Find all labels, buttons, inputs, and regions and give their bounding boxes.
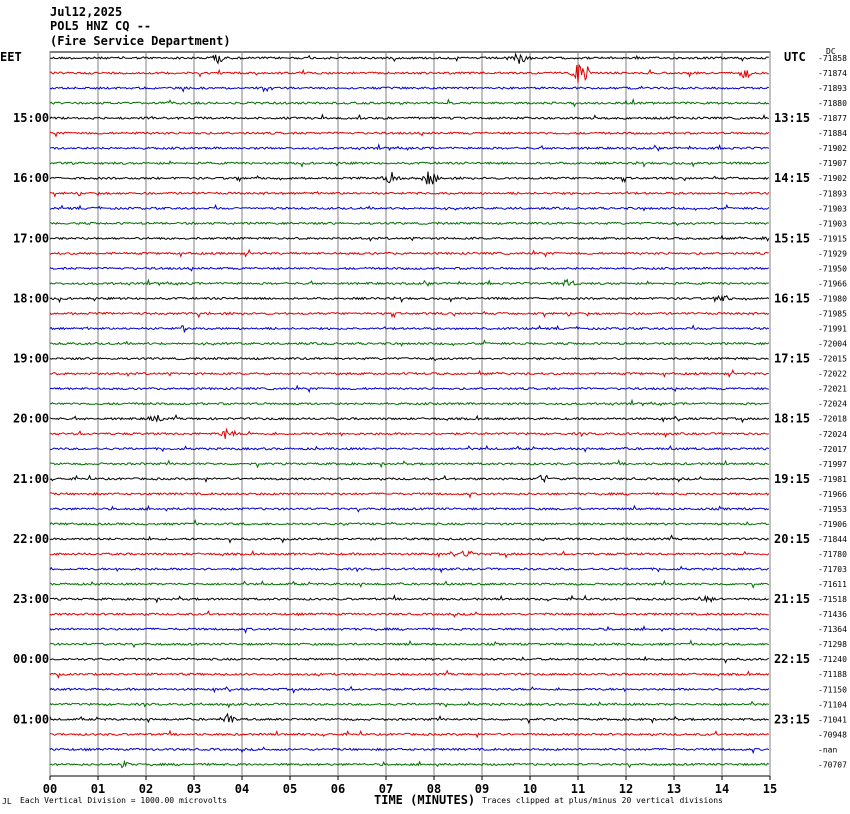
trace-13 [50, 250, 769, 256]
x-tick-label-15: 15 [762, 782, 778, 796]
right-hour-label-2: 15:15 [774, 231, 811, 246]
dc-offset-34: -71703 [818, 565, 847, 575]
trace-47 [50, 762, 769, 768]
x-tick-label-6: 06 [330, 782, 346, 796]
plot-frame [50, 52, 770, 776]
right-hour-label-8: 21:15 [774, 592, 811, 607]
trace-29 [50, 493, 769, 497]
left-hour-label-1: 16:00 [13, 171, 50, 186]
dc-offset-30: -71953 [818, 504, 847, 514]
trace-46 [50, 747, 769, 752]
right-hour-label-0: 13:15 [774, 111, 811, 126]
trace-2 [50, 86, 769, 91]
trace-5 [50, 132, 769, 136]
dc-offset-header: DC [826, 47, 836, 56]
dc-offset-1: -71874 [818, 69, 847, 79]
left-hour-label-6: 21:00 [13, 471, 50, 486]
trace-9 [50, 192, 769, 197]
x-tick-label-14: 14 [714, 782, 730, 796]
right-hour-label-9: 22:15 [774, 652, 811, 667]
dc-offset-42: -71150 [818, 685, 847, 695]
dc-offset-47: -70707 [818, 760, 847, 770]
trace-15 [50, 280, 769, 286]
left-hour-label-4: 19:00 [13, 351, 50, 366]
dc-offset-20: -72015 [818, 354, 847, 364]
x-tick-label-11: 11 [570, 782, 586, 796]
dc-offset-29: -71966 [818, 489, 847, 499]
trace-1 [50, 65, 769, 83]
agency-label: (Fire Service Department) [50, 34, 231, 48]
dc-offset-9: -71893 [818, 189, 847, 199]
station-title: POL5 HNZ CQ -- [50, 19, 152, 33]
left-hour-label-10: 01:00 [13, 712, 50, 727]
trace-3 [50, 100, 769, 107]
left-hour-label-3: 18:00 [13, 291, 50, 306]
trace-31 [50, 521, 769, 526]
trace-23 [50, 400, 769, 405]
trace-30 [50, 506, 769, 512]
dc-offset-41: -71188 [818, 670, 847, 680]
dc-offset-18: -71991 [818, 324, 847, 334]
dc-offset-14: -71950 [818, 264, 847, 274]
trace-27 [50, 461, 769, 468]
dc-offset-16: -71980 [818, 294, 847, 304]
trace-28 [50, 475, 769, 481]
right-hour-label-1: 14:15 [774, 171, 811, 186]
left-hour-label-7: 22:00 [13, 531, 50, 546]
dc-offset-4: -71877 [818, 114, 847, 124]
left-hour-label-9: 00:00 [13, 652, 50, 667]
trace-16 [50, 296, 769, 302]
dc-offset-8: -71902 [818, 174, 847, 184]
left-hour-label-0: 15:00 [13, 111, 50, 126]
x-tick-label-5: 05 [282, 782, 298, 796]
dc-offset-23: -72024 [818, 399, 847, 409]
dc-offset-26: -72017 [818, 444, 847, 454]
dc-offset-5: -71884 [818, 129, 847, 139]
left-hour-label-5: 20:00 [13, 411, 50, 426]
dc-offset-38: -71364 [818, 625, 847, 635]
trace-6 [50, 145, 769, 151]
dc-offset-35: -71611 [818, 580, 847, 590]
trace-44 [50, 714, 769, 723]
dc-offset-13: -71929 [818, 249, 847, 259]
dc-offset-21: -72022 [818, 369, 847, 379]
dc-offset-33: -71780 [818, 549, 847, 559]
scale-note: Each Vertical Division = 1000.00 microvolts [20, 796, 228, 805]
trace-17 [50, 312, 769, 317]
x-tick-label-12: 12 [618, 782, 634, 796]
trace-4 [50, 115, 769, 119]
trace-14 [50, 267, 769, 270]
dc-offset-31: -71906 [818, 519, 847, 529]
left-timezone-label: EET [0, 50, 22, 64]
dc-offset-2: -71893 [818, 84, 847, 94]
right-hour-label-10: 23:15 [774, 712, 811, 727]
right-hour-label-4: 17:15 [774, 351, 811, 366]
dc-offset-17: -71985 [818, 309, 847, 319]
dc-offset-37: -71436 [818, 610, 847, 620]
trace-40 [50, 657, 769, 663]
dc-offset-28: -71981 [818, 474, 847, 484]
trace-39 [50, 641, 769, 647]
trace-41 [50, 671, 769, 678]
dc-offset-6: -71902 [818, 144, 847, 154]
trace-7 [50, 161, 769, 166]
trace-38 [50, 627, 769, 633]
dc-offset-0: -71858 [818, 54, 847, 63]
x-tick-label-1: 01 [90, 782, 106, 796]
dc-offset-36: -71518 [818, 595, 847, 605]
trace-37 [50, 611, 769, 617]
x-tick-label-0: 00 [42, 782, 58, 796]
trace-12 [50, 236, 769, 241]
dc-offset-44: -71041 [818, 715, 847, 725]
dc-offset-25: -72024 [818, 429, 847, 439]
trace-24 [50, 415, 769, 422]
x-tick-label-9: 09 [474, 782, 490, 796]
trace-33 [50, 551, 769, 557]
x-tick-label-13: 13 [666, 782, 682, 796]
left-hour-label-8: 23:00 [13, 592, 50, 607]
trace-25 [50, 429, 769, 439]
dc-offset-24: -72018 [818, 414, 847, 424]
dc-offset-40: -71240 [818, 655, 847, 665]
x-tick-label-10: 10 [522, 782, 538, 796]
x-axis-label: TIME (MINUTES) [374, 793, 476, 807]
left-hour-label-2: 17:00 [13, 231, 50, 246]
trace-10 [50, 205, 769, 210]
trace-43 [50, 702, 769, 708]
trace-8 [50, 172, 769, 185]
corner-initials: JL [2, 797, 12, 806]
dc-offset-10: -71903 [818, 204, 847, 214]
right-hour-label-5: 18:15 [774, 411, 811, 426]
dc-offset-32: -71844 [818, 534, 847, 544]
trace-45 [50, 731, 769, 737]
right-hour-label-6: 19:15 [774, 471, 811, 486]
trace-18 [50, 326, 769, 333]
trace-34 [50, 567, 769, 572]
trace-22 [50, 386, 769, 392]
trace-32 [50, 536, 769, 543]
dc-offset-46: -nan [818, 745, 838, 755]
right-hour-label-3: 16:15 [774, 291, 811, 306]
trace-19 [50, 341, 769, 346]
x-tick-label-2: 02 [138, 782, 154, 796]
trace-36 [50, 596, 769, 602]
clip-note: Traces clipped at plus/minus 20 vertical divisions [482, 796, 723, 805]
x-tick-label-4: 04 [234, 782, 250, 796]
x-tick-label-3: 03 [186, 782, 202, 796]
dc-offset-43: -71104 [818, 700, 847, 710]
trace-42 [50, 687, 769, 693]
dc-offset-15: -71966 [818, 279, 847, 289]
dc-offset-19: -72004 [818, 339, 847, 349]
plot-date: Jul12,2025 [50, 5, 123, 19]
trace-0 [50, 54, 769, 64]
dc-offset-39: -71298 [818, 640, 847, 650]
dc-offset-3: -71880 [818, 99, 847, 109]
right-hour-label-7: 20:15 [774, 531, 811, 546]
dc-offset-27: -71997 [818, 459, 847, 469]
dc-offset-12: -71915 [818, 234, 847, 244]
dc-offset-22: -72021 [818, 384, 847, 394]
dc-offset-11: -71903 [818, 219, 847, 229]
trace-11 [50, 222, 769, 225]
trace-20 [50, 358, 769, 361]
trace-26 [50, 446, 769, 451]
right-timezone-label: UTC [784, 50, 806, 64]
trace-35 [50, 581, 769, 588]
dc-offset-7: -71907 [818, 159, 847, 169]
x-tick-label-7: 07 [378, 782, 394, 796]
trace-21 [50, 370, 769, 376]
x-tick-label-8: 08 [426, 782, 442, 796]
dc-offset-45: -70948 [818, 730, 847, 740]
